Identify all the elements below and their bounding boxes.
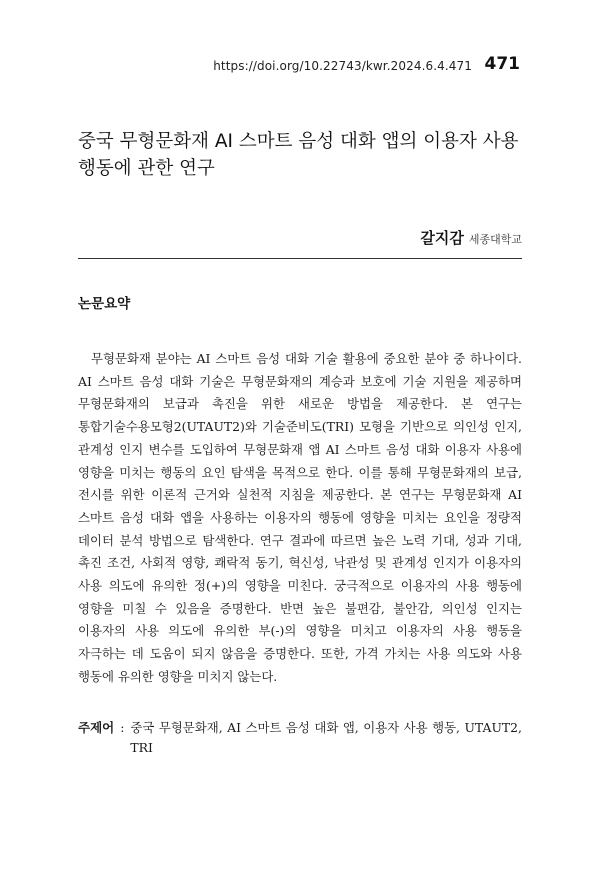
abstract-heading: 논문요약 [78, 296, 131, 312]
author-affiliation: 세종대학교 [468, 233, 522, 246]
abstract-text: 무형문화재 분야는 AI 스마트 음성 대화 기술 활용에 중요한 분야 중 하나이다. AI 스마트 음성 대화 기술은 무형문화재의 계승과 보호에 기술 지원을 제공하며 무형문화재의 보급과 촉진을 위한 새로운 방법을 제공한다. 본 연구는 통합기술수용모형2(UTAUT2)와 기술준비도(TRI) 모형을 기반으로 의인성 인지, 관계성 인지 변수를 도입하여 무형문화재 앱 AI 스마트 음성 대화 이용자 사용에 영향을 미치는 행동의 요인 탐색을 목적으로 한다. 이를 통해 무형문화재의 보급, 전시를 위한 이론적 근거와 실천적 지침을 제공한다. 본 연구는 무형문화재 AI 스마트 음성 대화 앱을 사용하는 이용자의 행동에 영향을 미치는 요인을 정량적 데이터 분석 방법으로 탐색한다. 연구 결과에 따르면 높은 노력 기대, 성과 기대, 촉진 조건, 사회적 영향, 쾌락적 동기, 혁신성, 낙관성 및 관계성 인지가 이용자의 사용 의도에 유의한 정(+)의 영향을 미친다. 궁극적으로 이용자의 사용 행동에 영향을 미칠 수 있음을 증명한다. 반면 높은 불편감, 불안감, 의인성 인지는 이용자의 사용 의도에 유의한 부(-)의 영향을 미치고 이용자의 사용 행동을 자극하는 데 도움이 되지 않음을 증명한다. 또한, 가격 가치는 사용 의도와 사용 행동에 유의한 영향을 미치지 않는다. [78, 351, 522, 684]
page-number: 471 [484, 54, 520, 74]
keywords-label: 주제어 [78, 720, 115, 735]
paper-title: 중국 무형문화재 AI 스마트 음성 대화 앱의 이용자 사용 행동에 관한 연구 [78, 131, 519, 179]
keywords-colon: : [120, 720, 125, 735]
keywords [78, 718, 522, 758]
title-divider [78, 258, 522, 259]
author-block [420, 227, 522, 248]
keywords-text: 중국 무형문화재, AI 스마트 음성 대화 앱, 이용자 사용 행동, UTAUT2, TRI [130, 720, 522, 755]
doi-link[interactable]: https://doi.org/10.22743/kwr.2024.6.4.471 [213, 59, 472, 73]
author-name: 갈지감 [420, 229, 464, 247]
